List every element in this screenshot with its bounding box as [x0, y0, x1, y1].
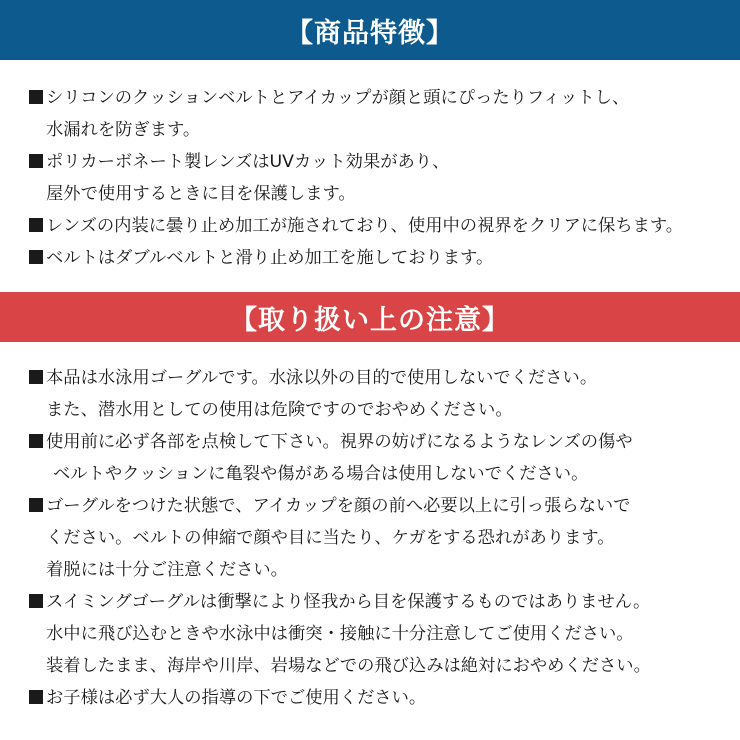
caution-item-4-line-1: スイミングゴーグルは衝撃により怪我から目を保護するものではありません。: [29, 586, 740, 618]
caution-item-3-line-3: 着脱には十分ご注意ください。: [46, 560, 288, 580]
features-item-1-line-1: シリコンのクッションベルトとアイカップが顔と頭にぴったりフィットし、: [29, 82, 740, 114]
caution-item-2-line-1: 使用前に必ず各部を点検して下さい。視界の妨げになるようなレンズの傷や: [29, 426, 740, 458]
caution-item-3-line-1: ゴーグルをつけた状態で、アイカップを顔の前へ必要以上に引っ張らないで: [29, 490, 740, 522]
features-item-4-line-1: ベルトはダブルベルトと滑り止め加工を施しております。: [29, 242, 740, 274]
caution-item-1-line-1: 本品は水泳用ゴーグルです。水泳以外の目的で使用しないでください。: [29, 362, 740, 394]
caution-item-4-line-2: 水中に飛び込むときや水泳中は衝突・接触に十分注意してご使用ください。: [46, 624, 634, 644]
features-list: [29, 82, 740, 274]
features-item-3-line-1: レンズの内装に曇り止め加工が施されており、使用中の視界をクリアに保ちます。: [29, 210, 740, 242]
features-heading-banner: [0, 0, 740, 60]
caution-heading-banner: [0, 292, 740, 342]
caution-list: [29, 362, 740, 714]
caution-item-3-line-2: ください。ベルトの伸縮で顔や目に当たり、ケガをする恐れがあります。: [46, 528, 615, 548]
caution-item-2-line-2: ベルトやクッションに亀裂や傷がある場合は使用しないでください。: [53, 464, 589, 484]
caution-item-4-line-3: 装着したまま、海岸や川岸、岩場などでの飛び込みは絶対におやめください。: [46, 656, 651, 676]
features-heading: 【商品特徴】: [286, 17, 454, 49]
caution-item-5-line-1: お子様は必ず大人の指導の下でご使用ください。: [29, 682, 740, 714]
features-item-2-line-1: ポリカーボネート製レンズはUVカット効果があり、: [29, 146, 740, 178]
features-item-2-line-2: 屋外で使用するときに目を保護します。: [46, 184, 356, 204]
caution-heading: 【取り扱い上の注意】: [230, 304, 510, 336]
features-item-1-line-2: 水漏れを防ぎます。: [46, 120, 201, 140]
caution-item-1-line-2: また、潜水用としての使用は危険ですのでおやめください。: [46, 400, 513, 420]
